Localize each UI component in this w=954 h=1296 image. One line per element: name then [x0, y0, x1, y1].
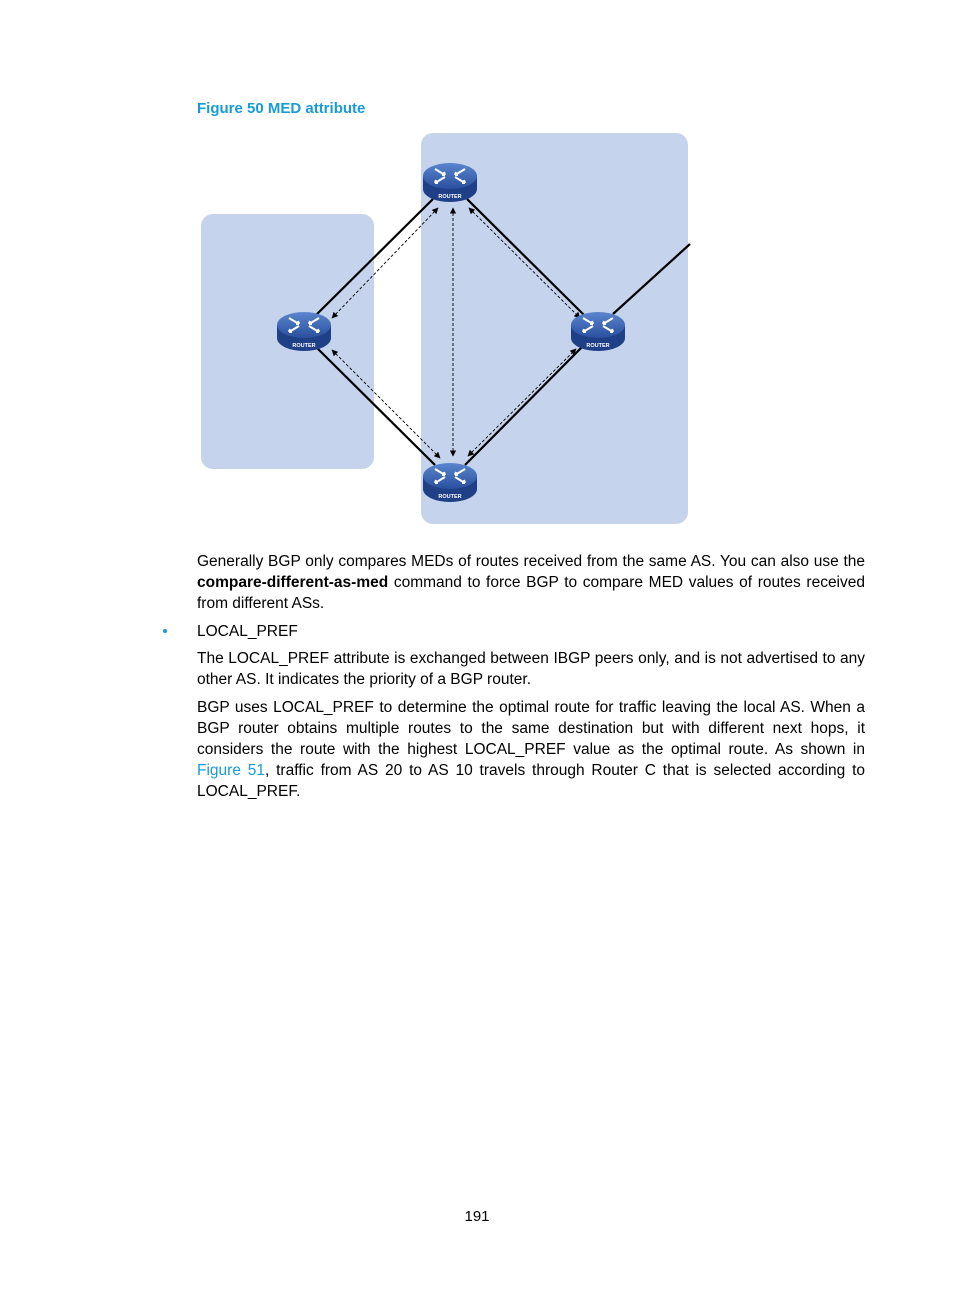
bullet-dot-icon — [163, 629, 167, 633]
router-label: ROUTER — [292, 343, 316, 349]
bgp-med-diagram — [195, 128, 695, 528]
local-pref-usage-paragraph — [197, 697, 865, 802]
med-comparison-paragraph — [197, 551, 865, 614]
paragraph-text: command to force BGP to compare MED values of routes received from different ASs. — [197, 574, 865, 612]
router-right — [571, 312, 625, 351]
figure-51-link[interactable]: Figure 51 — [197, 762, 265, 779]
router-label: ROUTER — [586, 343, 610, 349]
figure-caption: Figure 50 MED attribute — [197, 100, 366, 117]
command-name: compare-different-as-med — [197, 574, 389, 591]
router-bottom — [423, 463, 477, 502]
router-label: ROUTER — [438, 194, 462, 200]
router-top — [423, 163, 477, 202]
router-left — [277, 312, 331, 351]
page-number: 191 — [464, 1208, 490, 1225]
paragraph-text: Generally BGP only compares MEDs of routes received from the same AS. You can also use the — [197, 553, 865, 570]
paragraph-text: , traffic from AS 20 to AS 10 travels through Router C that is selected according to LOCAL_PREF. — [197, 762, 865, 800]
router-label: ROUTER — [438, 494, 462, 500]
paragraph-text: BGP uses LOCAL_PREF to determine the optimal route for traffic leaving the local AS. When a BGP router obtains multiple routes to the same destination but with different next hops, it considers the route with the highest LOCAL_PREF value as the optimal route. As shown in — [197, 699, 865, 758]
bullet-item-local-pref: LOCAL_PREF — [197, 623, 298, 640]
local-pref-description: The LOCAL_PREF attribute is exchanged between IBGP peers only, and is not advertised to any other AS. It indicates the priority of a BGP router. — [197, 650, 865, 688]
